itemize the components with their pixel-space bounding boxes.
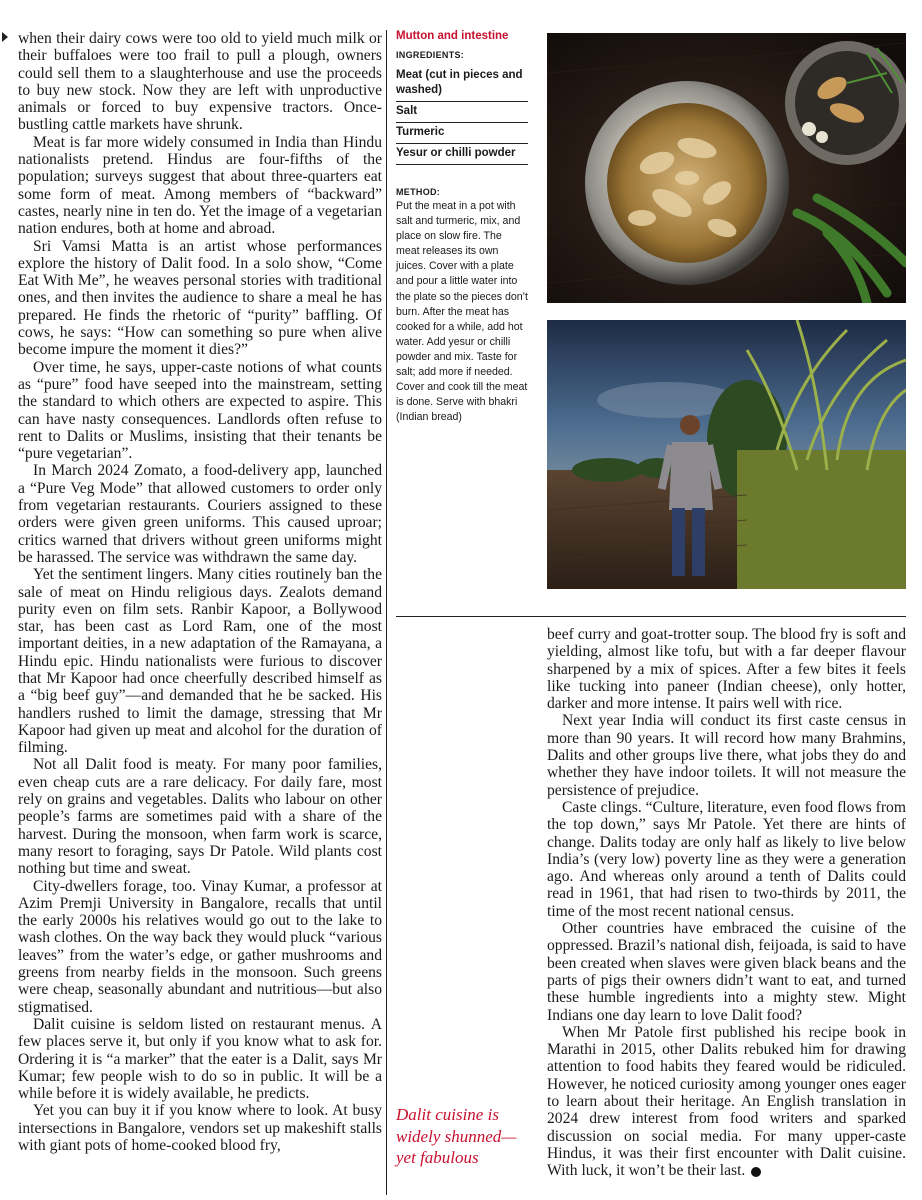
ingredient-item: Yesur or chilli powder bbox=[396, 144, 528, 165]
ingredient-item: Salt bbox=[396, 102, 528, 123]
photo-mutton-dish bbox=[547, 33, 906, 303]
article-column-left bbox=[18, 30, 382, 1154]
recipe-title: Mutton and intestine bbox=[396, 30, 509, 42]
paragraph: Over time, he says, upper-caste notions of what counts as “pure” food have seeped into the mainstream, setting the standard to which others are expected to aspire. This can have nasty consequences. Landlords often refuse to rent to Dalits or Muslims, insisting that their tenants be “pure vegetarian”. bbox=[18, 358, 382, 463]
article-column-right bbox=[547, 626, 906, 1180]
paragraph: Yet you can buy it if you know where to look. At busy intersections in Bangalore, vendors set up makeshift stalls with giant pots of home-cooked blood fry, bbox=[18, 1102, 382, 1154]
paragraph: when their dairy cows were too old to yield much milk or their buffaloes were too frail to pull a plough, owners could sell them to a slaughterhouse and use the proceeds to buy new stock. Now they are left with unproductive animals or forced to buy expensive tractors. Once-bustling cattle markets have shrunk. bbox=[18, 30, 382, 134]
ingredient-item: Meat (cut in pieces and washed) bbox=[396, 66, 528, 102]
paragraph: Not all Dalit food is meaty. For many poor families, even cheap cuts are a rare delicacy. For daily fare, most rely on grains and vegetables. Dalits who labour on other people’s farms are sometimes paid with a share of the harvest. During the monsoon, when farm work is scarce, many resort to foraging, says Dr Patole. Wild plants cost nothing but time and sweat. bbox=[18, 756, 382, 878]
paragraph: Sri Vamsi Matta is an artist whose performances explore the history of Dalit food. In a solo show, “Come Eat With Me”, he weaves personal stories with traditional ones, and then invites the audience to share a meal he has prepared. He finds the rhetoric of “purity” baffling. Of cows, he says: “How can something so pure when alive become impure the moment it dies?” bbox=[18, 237, 382, 359]
method-text: Put the meat in a pot with salt and turmeric, mix, and place on slow fire. The meat releases its own juices. Cover with a plate and pour a little water into the plate so the pieces don’t burn. After the meat has cooked for a while, add hot water. Add yesur or chilli powder and mix. Taste for salt; add more if needed. Cover and cook till the meat is done. Serve with bhakri (Indian bread) bbox=[396, 200, 528, 424]
paragraph: Dalit cuisine is seldom listed on restaurant menus. A few places serve it, but only if you know what to ask for. Ordering it is “a marker” that the eater is a Dalit, says Mr Kumar; few people wish to do so in public. It will be a while before it is widely available, he predicts. bbox=[18, 1015, 382, 1103]
pull-quote: Dalit cuisine is widely shunned—yet fabulous bbox=[396, 1105, 517, 1167]
section-divider bbox=[396, 616, 906, 617]
paragraph bbox=[547, 1024, 906, 1180]
end-of-article-icon bbox=[751, 1167, 761, 1177]
paragraph: Other countries have embraced the cuisine of the oppressed. Brazil’s national dish, feijoada, is said to have been created when slaves were given black beans and the parts of pigs their owners didn’t want to eat, and turned these humble ingredients into a mighty stew. Might Indians one day learn to love Dalit food? bbox=[547, 920, 906, 1024]
recipe-box bbox=[396, 30, 528, 425]
paragraph: Yet the sentiment lingers. Many cities routinely ban the sale of meat on Hindu religious days. Zealots demand purity even on film sets. Ranbir Kapoor, a Bollywood star, has been cast as Lord Ram, one of the most important deities, in a new adaptation of the Ramayana, a Hindu epic. Hindu nationalists were furious to discover that Mr Kapoor had once cheerfully described himself as a “big beef guy”—and demanded that he be sacked. His handlers rushed to limit the damage, stressing that Mr Kapoor had given up meat and alcohol for the duration of filming. bbox=[18, 566, 382, 757]
ingredient-item: Turmeric bbox=[396, 123, 528, 144]
column-divider bbox=[386, 30, 387, 1195]
field-portrait-image bbox=[547, 320, 906, 589]
paragraph: Meat is far more widely consumed in India than Hindu nationalists pretend. Hindus are four-fifths of the population; surveys suggest that about three-quarters eat some form of meat. Among members of “backward” castes, nearly nine in ten do. Yet the image of a vegetarian nation endures, both at home and abroad. bbox=[18, 133, 382, 238]
paragraph: beef curry and goat-trotter soup. The blood fry is soft and yielding, almost like tofu, but with a far deeper flavour sharpened by a mix of spices. After a few bites it feels like tucking into paneer (Indian cheese), only hotter, darker and more intense. It pairs well with rice. bbox=[547, 626, 906, 713]
ingredients-label: INGREDIENTS: bbox=[396, 50, 465, 60]
final-paragraph-text: When Mr Patole first published his recipe book in Marathi in 2015, other Dalits rebuked him for drawing attention to food habits they feared would be ridiculed. However, he noticed curiosity among younger ones eager to learn about their heritage. An English translation in 2024 drew interest from food writers and sparked discussion on social media. For many upper-caste Hindus, it was their first encounter with Dalit cuisine. With luck, it won’t be their last. bbox=[547, 1023, 906, 1180]
photo-man-in-field bbox=[547, 320, 906, 589]
paragraph: Caste clings. “Culture, literature, even food flows from the top down,” says Mr Patole. Yet there are hints of change. Dalits today are only half as likely to live below India’s (very low) poverty line as they were a generation ago. And whereas only around a tenth of Dalits could read in 1961, that had risen to two-thirds by 2011, the time of the most recent national census. bbox=[547, 798, 906, 920]
continuation-arrow-icon bbox=[2, 32, 8, 42]
paragraph: City-dwellers forage, too. Vinay Kumar, a professor at Azim Premji University in Bangalore, recalls that until the early 2000s his relatives would go out to the lake to wash clothes. On the way back they would pluck “various leaves” from the water’s edge, or gather mushrooms and greens from nearby fields in the monsoon. Such greens were cheap, seasonally abundant and nutritious—but also stigmatised. bbox=[18, 877, 382, 1016]
paragraph: In March 2024 Zomato, a food-delivery app, launched a “Pure Veg Mode” that allowed customers to order only from vegetarian restaurants. Couriers assigned to these orders were given green uniforms. This caused uproar; critics warned that drivers without green uniforms might be harassed. The service was withdrawn the same day. bbox=[18, 462, 382, 566]
paragraph: Next year India will conduct its first caste census in more than 90 years. It will record how many Brahmins, Dalits and other groups live there, what jobs they do and whether they have indoor toilets. It will not measure the persistence of prejudice. bbox=[547, 712, 906, 799]
mutton-dish-image bbox=[547, 33, 906, 303]
method-label: METHOD: bbox=[396, 187, 441, 197]
